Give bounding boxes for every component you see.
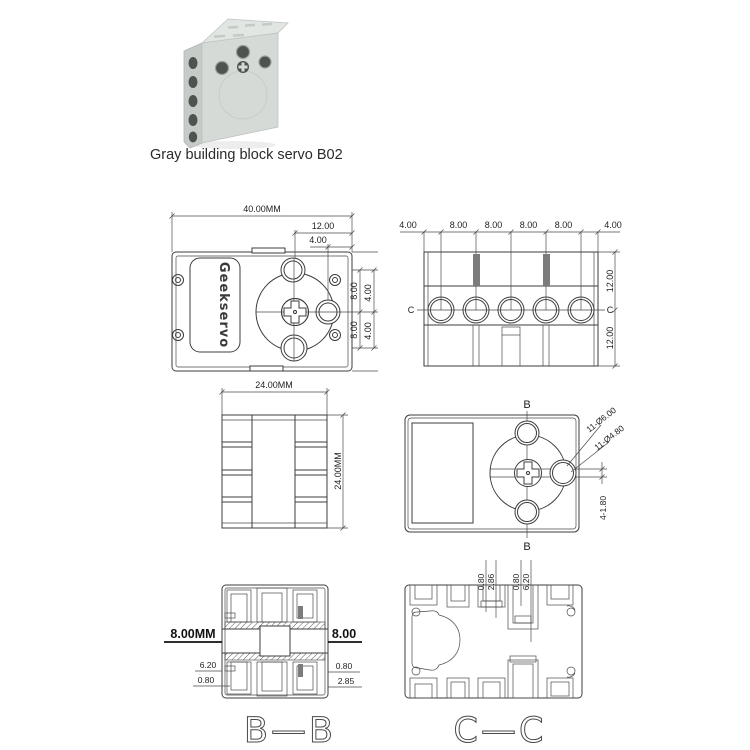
slot-bar — [543, 254, 550, 286]
section-b-top: B — [523, 399, 531, 411]
dim-top-6: 4.00 — [604, 220, 622, 230]
cc-bottom-cups — [410, 656, 573, 698]
pin-hole — [216, 62, 229, 75]
dim-left-2: 0.80 — [197, 675, 215, 685]
dim-right-lower: 12.00 — [605, 326, 615, 350]
dim-left-1: 6.20 — [199, 660, 217, 670]
dim-top-2: 8.00 — [449, 220, 468, 230]
dim-12: 12.00 — [311, 221, 335, 231]
dim-r4-top: 4.00 — [363, 284, 373, 302]
dim-cc-3: 0.80 — [511, 573, 521, 591]
servo-hub — [256, 258, 344, 361]
product-photo — [170, 5, 300, 150]
dim-top-5: 8.00 — [554, 220, 573, 230]
bb-bottom-cells — [225, 662, 317, 696]
dim-side-height: 24.00MM — [333, 452, 343, 490]
block-render — [184, 19, 288, 149]
slot-bar — [473, 254, 480, 286]
product-caption: Gray building block servo B02 — [150, 147, 343, 163]
dim-cc-1: 0.80 — [476, 573, 486, 591]
side-slots — [222, 442, 327, 502]
dim-right-2: 2.85 — [337, 676, 355, 686]
back-view-drawing — [395, 378, 653, 560]
side-view-drawing — [185, 378, 365, 560]
section-cc-title — [438, 706, 568, 750]
dim-side-width: 24.00MM — [255, 380, 293, 390]
pin-hole — [237, 46, 250, 59]
brand-text: Geekservo — [216, 261, 231, 349]
bb-title-text: B—B — [243, 711, 337, 750]
dim-left-bold: 8.00MM — [170, 627, 216, 641]
back-body — [405, 415, 579, 532]
front-dimensions — [170, 204, 379, 371]
side-body — [222, 415, 327, 528]
dim-top-3: 8.00 — [484, 220, 503, 230]
battery-pocket — [412, 423, 473, 523]
side-dimensions — [220, 380, 349, 531]
section-b-bottom: B — [523, 541, 531, 553]
dim-holes: 4-1.80 — [598, 495, 608, 521]
top-tab — [252, 248, 285, 253]
top-view-drawing — [395, 198, 650, 383]
motor-pocket — [412, 611, 460, 670]
section-bb-title — [228, 706, 358, 750]
dim-top-1: 4.00 — [399, 220, 417, 230]
brand-plate — [190, 258, 240, 352]
servo-hub-back — [490, 421, 576, 524]
dim-4: 4.00 — [309, 235, 327, 245]
top-dimensions — [399, 220, 622, 369]
corner-bosses — [412, 606, 575, 677]
bb-top-cells — [225, 588, 317, 622]
front-view-drawing — [160, 198, 390, 383]
dim-r8-top: 8.00 — [349, 282, 359, 300]
dim-right-1: 0.80 — [335, 661, 353, 671]
dim-r4-bottom: 4.00 — [363, 322, 373, 340]
callout-inner: 11-Ø4.80 — [592, 422, 626, 453]
notch — [502, 327, 520, 335]
cc-body — [405, 585, 582, 698]
section-bb-drawing — [160, 556, 395, 708]
cc-top-cups — [410, 585, 573, 629]
dim-cc-4: 6.20 — [521, 573, 531, 591]
front-body — [172, 248, 352, 371]
top-body — [417, 252, 605, 366]
dim-r8-bottom: 8.00 — [349, 321, 359, 339]
dim-cc-2: 2.86 — [486, 573, 496, 591]
axle-channel — [260, 626, 290, 656]
section-cc-drawing — [395, 556, 650, 708]
bb-body — [222, 585, 328, 698]
callout-outer: 11-Ø6.00 — [584, 404, 618, 435]
dim-top-4: 8.00 — [519, 220, 538, 230]
dim-right-upper: 12.00 — [605, 269, 615, 293]
section-label-right: C — [606, 305, 614, 315]
dim-right-bold: 8.00 — [331, 627, 357, 641]
cc-title-text: C—C — [453, 711, 547, 750]
section-label-left: C — [407, 305, 415, 315]
dim-width: 40.00MM — [243, 204, 281, 214]
bottom-tab — [250, 366, 283, 371]
pin-hole — [259, 56, 271, 68]
